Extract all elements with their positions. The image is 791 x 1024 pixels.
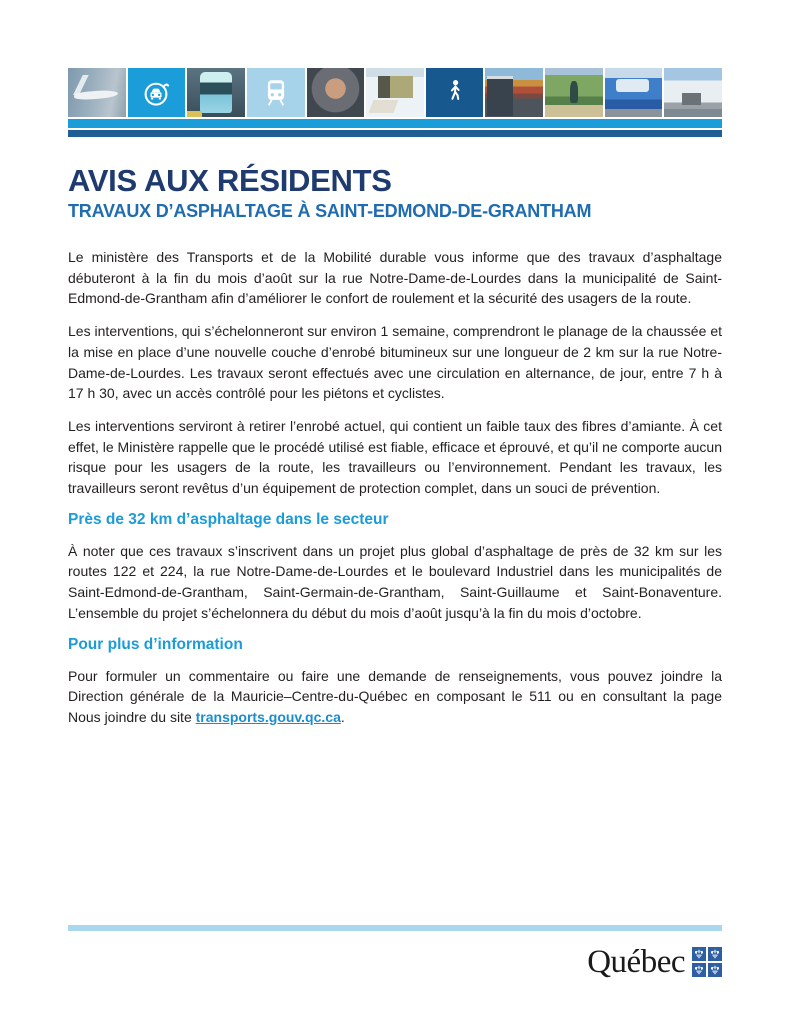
quebec-flag-icon [692,947,722,977]
information-text-before-link: Pour formuler un commentaire ou faire une demande de renseignements, vous pouvez joindre la Direction générale de la Mauricie–Centre-du-Québec en composant le 511 ou en consultant la page Nous joindre du site [68,667,722,725]
flag-square [692,947,706,961]
page-title: AVIS AUX RÉSIDENTS [68,163,392,198]
transport-banner-strip [68,68,722,117]
train-icon-tile [247,68,305,117]
flag-square [708,947,722,961]
pedestrian-icon-tile [426,68,484,117]
intro-paragraph-3: Les interventions serviront à retirer l’enrobé actuel, qui contient un faible taux des fibres d’amiante. À cet effet, le Ministère rappelle que le procédé utilisé est fiable, efficace et éprouvé, et qu’il ne comporte aucun risque pour les usagers de la route, les travailleurs ou l’environnement. Pendant les travaux, les travailleurs seront revêtus d’un équipement de protection complet, dans un souci de prévention. [68,417,722,497]
train-icon [262,78,290,108]
snowplow-blade-shape [368,100,398,113]
information-paragraph [68,666,722,728]
truck-grille-shape [682,93,702,105]
snowplow-truck-shape [378,76,414,99]
electric-car-icon-tile [128,68,186,117]
fleur-de-lis-icon [694,949,704,959]
snowplow-photo-tile [366,68,424,117]
plane-body-shape [74,89,118,100]
port-photo-tile [485,68,543,117]
flag-square [692,963,706,977]
metro-photo-tile [187,68,245,117]
intro-paragraph-1: Le ministère des Transports et de la Mobilité durable vous informe que des travaux d’asphaltage débuteront à la fin du mois d’août sur la rue Notre-Dame-de-Lourdes dans la municipalité de Saint-Edmond-de-Grantham afin d’améliorer le confort de roulement et la sécurité des usagers de la route. [68,249,722,307]
fleur-de-lis-icon [710,965,720,975]
banner-accent-bar [68,119,722,128]
banner-dark-bar [68,130,722,137]
metro-front-shape [200,72,232,113]
footer-rule-bar [68,925,722,931]
information-text-after-link: . [340,708,345,725]
page-subtitle: TRAVAUX D’ASPHALTAGE À SAINT-EDMOND-DE-GRANTHAM [68,201,592,221]
quebec-wordmark: Québec [587,944,685,980]
bus-windshield-shape [616,79,648,92]
section-heading-information: Pour plus d’information [68,635,243,653]
document-content [68,68,722,740]
electric-car-icon [141,78,171,108]
quebec-government-logo [587,944,722,980]
section-asphaltage-paragraph: À noter que ces travaux s’inscrivent dans un projet plus global d’asphaltage de près de 32 km sur les routes 122 et 224, la rue Notre-Dame-de-Lourdes et le boulevard Industriel dans les municipalités de Saint-Edmond-de-Grantham, Saint-Germain-de-Grantham, Saint-Guillaume et Saint-Bonaventure. L’ensemble du projet s’échelonnera du début du mois d’août jusqu’à la fin du mois d’octobre. [68,542,722,621]
pedestrian-icon [443,78,467,108]
flag-square [708,963,722,977]
plane-photo-tile [68,68,126,117]
truck-photo-tile [664,68,722,117]
metro-platform-shape [187,111,202,117]
cargo-ship-shape [487,76,514,116]
fleur-de-lis-icon [694,965,704,975]
intro-paragraph-2: Les interventions, qui s’échelonneront sur environ 1 semaine, comprendront le planage de la chaussée et la mise en place d’une nouvelle couche d’enrobé bitumineux sur une longueur de 2 km sur la rue Notre-Dame-de-Lourdes. Les travaux seront effectués avec une circulation en alternance, de jour, entre 7 h à 17 h 30, avec un accès contrôlé pour les piétons et cyclistes. [68,323,722,402]
section-heading-asphaltage: Près de 32 km d’asphaltage dans le secteur [68,510,389,528]
bus-photo-tile [605,68,663,117]
transports-gouv-link[interactable]: transports.gouv.qc.ca [195,708,341,725]
fleur-de-lis-icon [710,949,720,959]
document-body [68,247,722,728]
mechanic-photo-tile [307,68,365,117]
cyclist-shape [570,81,577,104]
cyclist-photo-tile [545,68,603,117]
